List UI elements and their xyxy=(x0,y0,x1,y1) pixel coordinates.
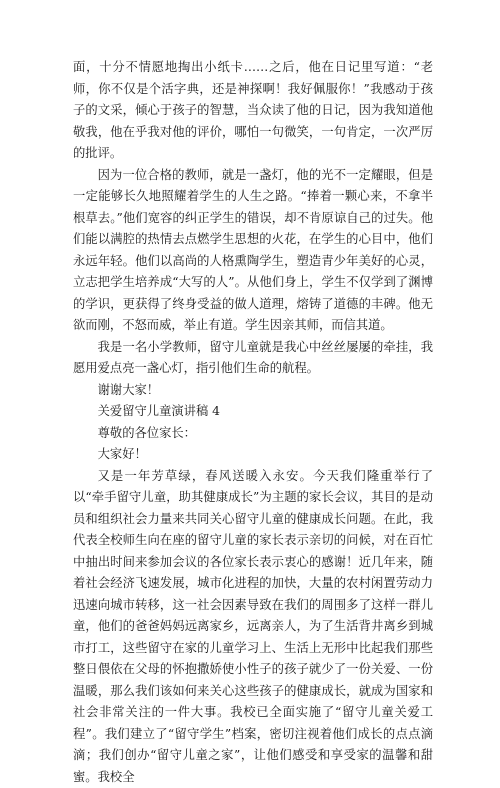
closing-thanks: 谢谢大家！ xyxy=(73,380,433,402)
paragraph: 又是一年芳草绿，春风送暖入永安。今天我们隆重举行了以“牵手留守儿童，助其健康成长”为主题的家长会议，其目的是动员和组织社会力量来共同关心留守儿童的健康成长问题。在此，我代表全校师生向在座的留守儿童的家长表示亲切的问候，对在百忙中抽出时间来参加会议的各位家长表示衷心的感谢！近几年来，随着社会经济飞速发展，城市化进程的加快，大量的农村闲置劳动力迅速向城市转移，这一社会因素导致在我们的周围多了这样一群儿童，他们的爸爸妈妈远离家乡，远离亲人，为了生活背井离乡到城市打工，这些留守在家的儿童学习上、生活上无形中比起我们那些整日偎依在父母的怀抱撒娇使小性子的孩子就少了一份关爱、一份温暖，那么我们该如何来关心这些孩子的健康成长，就成为国家和社会非常关注的一件大事。我校已全面实施了“留守儿童关爱工程”。我们建立了“留守学生”档案，密切注视着他们成长的点点滴滴；我们创办“留守儿童之家”，让他们感受和享受家的温馨和甜蜜。我校全 xyxy=(73,466,433,788)
paragraph: 面，十分不情愿地掏出小纸卡……之后，他在日记里写道：“老师，你不仅是个活字典，还是神探啊！我好佩服你！”我感动于孩子的文采，倾心于孩子的智慧，当众读了他的日记，因为我知道他敬我，他在乎我对他的评价，哪怕一句微笑，一句肯定，一次严厉的批评。 xyxy=(73,57,433,165)
paragraph: 因为一位合格的教师，就是一盏灯，他的光不一定耀眼，但是一定能够长久地照耀着学生的人生之路。“捧着一颗心来，不拿半根草去。”他们宽容的纠正学生的错误，却不肯原谅自己的过失。他们能以满腔的热情去点燃学生思想的火花，在学生的心目中，他们永远年轻。他们以高尚的人格熏陶学生，塑造青少年美好的心灵，立志把学生培养成“大写的人”。从他们身上，学生不仅学到了渊博的学识，更获得了终身受益的做人道理，熔铸了道德的丰碑。他无欲而刚，不怒而威，举止有道。学生因亲其师，而信其道。 xyxy=(73,165,433,337)
greeting: 大家好！ xyxy=(73,444,433,466)
document-body xyxy=(73,57,433,788)
salutation: 尊敬的各位家长： xyxy=(73,423,433,445)
paragraph: 我是一名小学教师，留守儿童就是我心中丝丝屡屡的牵挂，我愿用爱点亮一盏心灯，指引他们生命的航程。 xyxy=(73,337,433,380)
section-title: 关爱留守儿童演讲稿 4 xyxy=(73,401,433,423)
